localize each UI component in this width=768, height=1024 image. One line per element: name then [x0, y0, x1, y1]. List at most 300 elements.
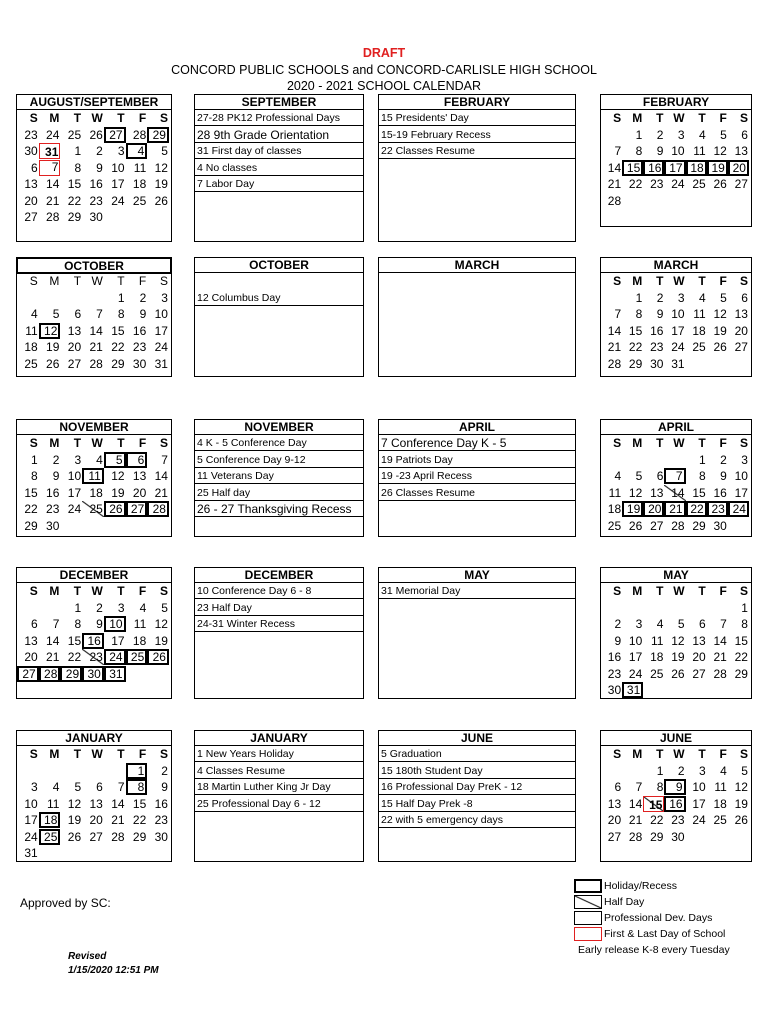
day-cell: 3 [677, 127, 685, 142]
week-row [601, 796, 751, 812]
calendar-title: DECEMBER [17, 568, 171, 583]
event-item: 26 Classes Resume [379, 485, 575, 501]
day-cell [707, 193, 728, 209]
weekday-label: M [632, 274, 643, 288]
day-cell: 13 [89, 796, 103, 811]
day-cell [39, 290, 61, 306]
week-row [17, 193, 171, 209]
day-cell [728, 356, 749, 372]
day-cell: 23 [707, 501, 728, 517]
weekday-label: W [91, 747, 103, 761]
event-item [195, 273, 363, 289]
day-cell: 29 [628, 356, 643, 371]
professional-swatch [574, 911, 602, 925]
day-cell [39, 845, 61, 861]
day-cell: 5 [720, 290, 727, 305]
day-cell: 1 [656, 763, 664, 778]
day-cell: 22 [132, 813, 147, 827]
weekday-label: S [739, 111, 748, 125]
day-cell [17, 763, 39, 779]
day-cell: 31 [671, 356, 685, 371]
weekday-label: S [613, 584, 622, 598]
week-row [17, 633, 171, 649]
day-cell: 19 [154, 633, 168, 648]
day-cell: 7 [161, 452, 168, 467]
day-cell: 23 [154, 813, 168, 827]
events-decE [194, 567, 364, 699]
day-cell: 9 [139, 307, 147, 321]
day-cell: 29 [147, 127, 169, 143]
day-cell: 14 [664, 485, 685, 501]
day-cell: 22 [650, 813, 664, 827]
day-cell: 6 [699, 617, 706, 631]
day-cell: 27 [126, 501, 148, 517]
day-cell: 7 [720, 617, 727, 631]
day-cell: 26 [713, 177, 727, 191]
day-cell: 16 [664, 796, 685, 812]
day-cell: 6 [656, 469, 664, 483]
day-cell: 10 [104, 616, 126, 632]
day-cell: 23 [650, 177, 664, 191]
calendar-title: JUNE [601, 731, 751, 746]
weekday-label: W [673, 274, 685, 288]
day-cell: 30 [650, 356, 664, 371]
event-item: 18 Martin Luther King Jr Day [195, 779, 363, 795]
day-cell [664, 193, 685, 209]
weekday-label: F [719, 436, 727, 450]
day-cell: 27 [734, 340, 748, 354]
weekday-label: T [698, 584, 706, 598]
day-cell: 11 [133, 617, 147, 631]
day-cell: 5 [720, 127, 727, 142]
day-cell: 16 [650, 323, 664, 338]
calendar-feb [600, 94, 752, 227]
weekday-label: T [73, 584, 82, 598]
day-cell: 29 [67, 210, 82, 224]
day-cell: 10 [671, 144, 685, 158]
revised-date: 1/15/2020 12:51 PM [68, 965, 159, 976]
day-cell: 20 [734, 323, 748, 338]
day-cell [728, 829, 749, 845]
day-cell: 20 [132, 485, 147, 500]
day-cell: 4 [699, 127, 706, 142]
day-cell [39, 600, 61, 616]
event-item: 28 9th Grade Orientation [195, 127, 363, 143]
weekday-label: S [159, 274, 168, 288]
week-row [601, 127, 751, 143]
day-cell [60, 290, 82, 306]
day-cell: 13 [24, 177, 38, 191]
day-cell [82, 518, 104, 534]
day-cell: 28 [132, 127, 147, 142]
day-cell: 2 [677, 763, 685, 778]
weekday-label: S [613, 436, 622, 450]
day-cell: 14 [46, 177, 60, 191]
day-cell: 5 [677, 617, 685, 631]
weekday-label: S [29, 111, 38, 125]
weekday-label: S [613, 274, 622, 288]
day-cell: 17 [671, 323, 685, 338]
week-row [17, 339, 171, 355]
day-cell: 7 [614, 144, 622, 158]
week-row [601, 143, 751, 159]
day-cell: 8 [635, 144, 643, 158]
day-cell: 3 [741, 452, 748, 467]
day-cell: 3 [117, 144, 125, 158]
day-cell: 28 [628, 829, 643, 844]
day-cell: 9 [720, 469, 727, 483]
weekday-header-row [601, 273, 751, 289]
day-cell: 8 [656, 780, 664, 794]
day-cell [126, 209, 148, 225]
day-cell [707, 829, 728, 845]
day-cell: 3 [31, 780, 38, 794]
week-row [17, 600, 171, 616]
day-cell: 20 [728, 160, 749, 176]
events-aprE [378, 419, 576, 537]
calendar-title: 2020 - 2021 SCHOOL CALENDAR [286, 79, 482, 93]
day-cell: 19 [713, 323, 727, 338]
weekday-label: T [73, 747, 82, 761]
events-marE [378, 257, 576, 377]
day-cell: 27 [692, 666, 706, 681]
weekday-label: M [49, 274, 60, 288]
day-cell: 26 [713, 340, 727, 354]
day-cell [601, 600, 622, 616]
holiday-swatch [574, 879, 602, 893]
weekday-label: T [656, 111, 664, 125]
week-row [17, 649, 171, 665]
day-cell: 13 [734, 307, 748, 321]
day-cell: 1 [74, 144, 82, 158]
day-cell: 24 [692, 813, 706, 827]
calendar-title: JANUARY [17, 731, 171, 746]
event-item: 5 Graduation [379, 746, 575, 762]
events-junE [378, 730, 576, 862]
events-novE [194, 419, 364, 537]
weekday-label: S [29, 274, 38, 288]
events-title: DECEMBER [195, 568, 363, 583]
legend-professional: Professional Dev. Days [604, 912, 713, 924]
event-item: 1 New Years Holiday [195, 746, 363, 762]
day-cell: 24 [46, 127, 60, 142]
day-cell: 5 [635, 469, 643, 483]
day-cell: 19 [154, 177, 168, 191]
event-item: 10 Conference Day 6 - 8 [195, 583, 363, 599]
day-cell: 27 [67, 356, 82, 371]
week-row [17, 845, 171, 861]
day-cell: 1 [117, 290, 125, 305]
day-cell: 31 [154, 356, 168, 371]
day-cell: 2 [614, 617, 622, 631]
weekday-label: T [656, 274, 664, 288]
day-cell [643, 682, 664, 698]
day-cell [82, 763, 104, 779]
day-cell: 14 [111, 796, 125, 811]
day-cell: 7 [52, 617, 60, 631]
day-cell: 12 [39, 323, 61, 339]
day-cell [147, 845, 169, 861]
week-row [601, 193, 751, 209]
day-cell: 6 [31, 160, 38, 175]
day-cell: 19 [671, 650, 685, 664]
day-cell: 21 [89, 340, 103, 354]
day-cell: 23 [46, 502, 60, 516]
weekday-header-row [17, 273, 171, 289]
day-cell: 4 [699, 290, 706, 305]
day-cell: 21 [607, 340, 622, 354]
day-cell: 21 [111, 813, 125, 827]
weekday-header-row [601, 110, 751, 126]
day-cell [126, 845, 148, 861]
week-row [601, 160, 751, 176]
weekday-label: S [739, 274, 748, 288]
day-cell: 6 [31, 617, 38, 631]
day-cell: 6 [74, 307, 82, 321]
calendar-title: NOVEMBER [17, 420, 171, 435]
day-cell: 19 [111, 485, 125, 500]
week-row [17, 176, 171, 192]
day-cell: 25 [692, 177, 706, 191]
day-cell: 23 [650, 340, 664, 354]
weekday-label: F [138, 111, 147, 125]
event-item: 15-19 February Recess [379, 127, 575, 143]
weekday-label: W [91, 584, 103, 598]
calendar-title: FEBRUARY [601, 95, 751, 110]
day-cell [643, 193, 664, 209]
day-cell [17, 290, 39, 306]
day-cell [39, 763, 61, 779]
event-item: 22 Classes Resume [379, 143, 575, 159]
day-cell: 21 [46, 193, 60, 208]
day-cell: 4 [31, 307, 38, 321]
weekday-label: F [719, 584, 727, 598]
day-cell: 17 [67, 485, 82, 500]
day-cell: 3 [117, 600, 125, 615]
weekday-label: M [632, 436, 643, 450]
day-cell [601, 127, 622, 143]
day-cell: 31 [104, 666, 126, 682]
day-cell: 11 [133, 160, 147, 175]
event-item: 4 K - 5 Conference Day [195, 435, 363, 451]
day-cell: 10 [154, 307, 168, 321]
day-cell: 14 [154, 469, 168, 483]
day-cell [17, 600, 39, 616]
day-cell: 12 [154, 617, 168, 631]
day-cell: 14 [628, 796, 643, 811]
day-cell: 26 [104, 501, 126, 517]
day-cell: 25 [24, 356, 38, 371]
weekday-label: T [656, 584, 664, 598]
event-item: 7 Labor Day [195, 176, 363, 192]
day-cell: 4 [720, 763, 727, 778]
day-cell: 27 [104, 127, 126, 143]
week-row [601, 829, 751, 845]
day-cell: 2 [139, 290, 147, 305]
day-cell: 12 [154, 160, 168, 175]
day-cell: 12 [67, 796, 82, 811]
day-cell: 4 [126, 143, 148, 159]
events-title: JUNE [379, 731, 575, 746]
day-cell: 31 [24, 846, 38, 860]
day-cell [601, 452, 622, 468]
day-cell [707, 682, 728, 698]
day-cell: 28 [89, 356, 103, 371]
event-item: 12 Columbus Day [195, 290, 363, 306]
weekday-label: M [632, 747, 643, 761]
day-cell: 8 [31, 469, 38, 483]
day-cell: 10 [111, 160, 125, 175]
day-cell [82, 845, 104, 861]
day-cell: 11 [714, 780, 727, 794]
day-cell: 17 [24, 813, 38, 827]
weekday-label: T [698, 747, 706, 761]
day-cell: 14 [607, 160, 622, 175]
events-title: MARCH [379, 258, 575, 273]
weekday-label: S [159, 747, 168, 761]
day-cell: 29 [132, 829, 147, 844]
day-cell: 27 [607, 829, 622, 844]
day-cell: 4 [139, 600, 147, 615]
day-cell [622, 763, 643, 779]
day-cell: 25 [713, 813, 727, 827]
week-row [601, 306, 751, 322]
day-cell: 13 [607, 796, 622, 811]
week-row [17, 452, 171, 468]
day-cell: 18 [89, 485, 103, 500]
day-cell: 30 [82, 666, 104, 682]
day-cell [728, 682, 749, 698]
day-cell [664, 682, 685, 698]
weekday-label: S [739, 584, 748, 598]
week-row [17, 143, 171, 159]
day-cell: 22 [67, 193, 82, 208]
calendar-nov [16, 419, 172, 537]
day-cell: 1 [126, 763, 148, 779]
day-cell: 6 [96, 780, 103, 794]
weekday-header-row [601, 746, 751, 762]
weekday-label: W [91, 436, 103, 450]
events-janE [194, 730, 364, 862]
week-row [601, 452, 751, 468]
day-cell: 5 [741, 763, 748, 778]
day-cell: 20 [24, 193, 38, 208]
day-cell [686, 600, 707, 616]
day-cell: 29 [650, 829, 664, 844]
day-cell: 16 [154, 796, 168, 811]
weekday-label: F [138, 747, 147, 761]
day-cell: 1 [699, 452, 706, 467]
day-cell: 13 [67, 323, 82, 338]
day-cell [622, 600, 643, 616]
day-cell: 3 [74, 452, 82, 467]
day-cell: 17 [154, 323, 168, 338]
weekday-label: S [613, 747, 622, 761]
week-row [17, 306, 171, 322]
day-cell: 5 [74, 780, 82, 794]
day-cell: 20 [24, 650, 38, 664]
day-cell: 28 [39, 666, 61, 682]
event-item: 31 First day of classes [195, 143, 363, 159]
day-cell: 9 [656, 307, 664, 321]
day-cell: 22 [628, 340, 643, 354]
weekday-label: F [719, 274, 727, 288]
week-row [17, 127, 171, 143]
day-cell: 8 [117, 307, 125, 321]
day-cell: 22 [628, 177, 643, 191]
events-title: OCTOBER [195, 258, 363, 273]
day-cell: 11 [693, 144, 706, 158]
day-cell: 6 [741, 290, 748, 305]
day-cell: 11 [25, 323, 38, 338]
day-cell: 15 [643, 796, 664, 812]
weekday-label: F [138, 584, 147, 598]
day-cell: 15 [628, 323, 643, 338]
day-cell: 3 [161, 290, 168, 305]
day-cell [126, 666, 148, 682]
day-cell: 25 [132, 193, 147, 208]
day-cell: 4 [614, 469, 622, 483]
day-cell: 28 [111, 829, 125, 844]
day-cell: 26 [154, 193, 168, 208]
day-cell: 9 [96, 617, 103, 631]
weekday-label: F [138, 274, 147, 288]
events-octE [194, 257, 364, 377]
day-cell: 2 [52, 452, 60, 467]
day-cell [60, 845, 82, 861]
day-cell: 12 [628, 485, 643, 500]
week-row [601, 600, 751, 616]
week-row [17, 812, 171, 828]
day-cell [728, 193, 749, 209]
day-cell: 15 [622, 160, 643, 176]
legend-holiday: Holiday/Recess [604, 880, 677, 892]
day-cell [104, 845, 126, 861]
day-cell: 3 [677, 290, 685, 305]
day-cell: 11 [650, 633, 664, 648]
weekday-label: W [91, 274, 103, 288]
day-cell: 29 [692, 518, 706, 533]
day-cell: 17 [111, 177, 125, 191]
day-cell: 19 [46, 340, 60, 354]
day-cell: 28 [607, 356, 622, 371]
day-cell [686, 682, 707, 698]
weekday-label: S [159, 111, 168, 125]
week-row [17, 160, 171, 176]
day-cell: 26 [734, 813, 748, 827]
day-cell: 18 [650, 650, 664, 664]
day-cell: 10 [628, 633, 643, 648]
day-cell: 5 [161, 144, 168, 158]
day-cell: 19 [67, 813, 82, 827]
day-cell: 15 [132, 796, 147, 811]
event-item: 31 Memorial Day [379, 583, 575, 599]
day-cell: 7 [614, 307, 622, 321]
day-cell: 2 [161, 763, 168, 778]
day-cell: 10 [67, 469, 82, 483]
day-cell: 23 [607, 666, 622, 681]
half-day-swatch [574, 895, 602, 909]
day-cell: 2 [656, 127, 664, 142]
day-cell: 14 [46, 633, 60, 648]
day-cell: 24 [671, 177, 685, 191]
weekday-label: F [138, 436, 147, 450]
day-cell: 21 [664, 501, 685, 517]
calendar-title: OCTOBER [16, 257, 172, 274]
day-cell [104, 209, 126, 225]
day-cell: 17 [692, 796, 706, 811]
day-cell: 24 [628, 666, 643, 681]
